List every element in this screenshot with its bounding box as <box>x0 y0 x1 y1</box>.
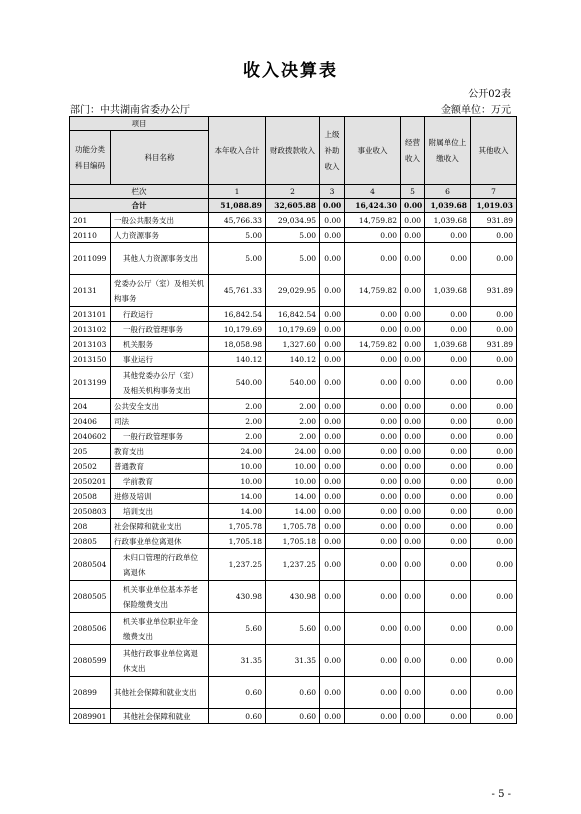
amount-cell: 2.00 <box>209 399 266 414</box>
amount-cell: 0.00 <box>401 307 425 322</box>
table-row <box>70 414 517 429</box>
total-value: 32,605.88 <box>266 199 320 213</box>
amount-cell: 10.00 <box>209 459 266 474</box>
subject-code: 20110 <box>70 228 111 243</box>
subject-name: 事业运行 <box>111 352 209 367</box>
amount-cell: 0.00 <box>471 322 517 337</box>
amount-cell: 0.00 <box>401 322 425 337</box>
amount-cell: 0.00 <box>425 228 471 243</box>
subject-code: 2013150 <box>70 352 111 367</box>
subject-name: 社会保障和就业支出 <box>111 519 209 534</box>
amount-cell: 0.00 <box>425 581 471 613</box>
amount-cell: 1,237.25 <box>209 549 266 581</box>
subject-code: 2089901 <box>70 709 111 724</box>
amount-cell: 0.00 <box>401 613 425 645</box>
amount-cell: 31.35 <box>266 645 320 677</box>
amount-cell: 5.00 <box>266 228 320 243</box>
total-value: 1,019.03 <box>471 199 517 213</box>
amount-cell: 0.00 <box>471 414 517 429</box>
amount-cell: 0.00 <box>320 228 345 243</box>
amount-cell: 1,705.78 <box>266 519 320 534</box>
department-label: 部门：中共湖南省委办公厅 <box>70 105 190 116</box>
table-row <box>70 677 517 709</box>
amount-cell: 0.60 <box>266 709 320 724</box>
amount-cell: 0.00 <box>345 613 401 645</box>
subject-code: 205 <box>70 444 111 459</box>
amount-cell: 0.00 <box>401 367 425 399</box>
total-value: 0.00 <box>401 199 425 213</box>
amount-cell: 0.00 <box>425 243 471 275</box>
amount-cell: 140.12 <box>266 352 320 367</box>
amount-cell: 0.00 <box>471 534 517 549</box>
amount-cell: 0.00 <box>401 429 425 444</box>
column-number: 7 <box>471 185 517 199</box>
amount-cell: 14,759.82 <box>345 337 401 352</box>
amount-cell: 14,759.82 <box>345 213 401 228</box>
amount-cell: 0.00 <box>425 709 471 724</box>
subject-code: 2080506 <box>70 613 111 645</box>
amount-cell: 16,842.54 <box>266 307 320 322</box>
table-header <box>70 117 517 185</box>
amount-cell: 0.00 <box>320 429 345 444</box>
amount-cell: 0.00 <box>320 337 345 352</box>
subject-name: 机关事业单位职业年金缴费支出 <box>111 613 209 645</box>
table-row <box>70 504 517 519</box>
amount-cell: 0.00 <box>401 399 425 414</box>
amount-cell: 0.00 <box>471 677 517 709</box>
amount-cell: 1,039.68 <box>425 213 471 228</box>
amount-cell: 0.00 <box>401 581 425 613</box>
table-row <box>70 243 517 275</box>
amount-cell: 0.00 <box>401 352 425 367</box>
subject-name: 机关事业单位基本养老保险缴费支出 <box>111 581 209 613</box>
amount-cell: 0.00 <box>320 213 345 228</box>
header-subject-name: 科目名称 <box>111 131 209 185</box>
subject-name: 其他人力资源事务支出 <box>111 243 209 275</box>
amount-cell: 0.00 <box>425 645 471 677</box>
amount-cell: 18,058.98 <box>209 337 266 352</box>
amount-cell: 0.00 <box>345 307 401 322</box>
amount-cell: 1,705.18 <box>266 534 320 549</box>
amount-cell: 29,029.95 <box>266 275 320 307</box>
table-row <box>70 337 517 352</box>
amount-cell: 0.00 <box>471 504 517 519</box>
amount-cell: 0.00 <box>425 429 471 444</box>
amount-cell: 0.00 <box>471 474 517 489</box>
table-row <box>70 322 517 337</box>
amount-cell: 0.00 <box>320 367 345 399</box>
amount-cell: 0.00 <box>425 534 471 549</box>
amount-cell: 5.60 <box>209 613 266 645</box>
amount-cell: 0.00 <box>345 581 401 613</box>
table-row <box>70 549 517 581</box>
amount-cell: 0.00 <box>345 549 401 581</box>
amount-cell: 45,761.33 <box>209 275 266 307</box>
subject-code: 2013103 <box>70 337 111 352</box>
amount-cell: 1,705.18 <box>209 534 266 549</box>
subject-name: 普通教育 <box>111 459 209 474</box>
column-number-row <box>70 185 517 199</box>
subject-name: 进修及培训 <box>111 489 209 504</box>
amount-cell: 0.00 <box>345 519 401 534</box>
header-func-code: 功能分类科目编码 <box>70 131 111 185</box>
amount-cell: 0.00 <box>345 504 401 519</box>
amount-cell: 0.00 <box>401 549 425 581</box>
table-row <box>70 444 517 459</box>
column-number: 6 <box>425 185 471 199</box>
amount-cell: 5.00 <box>209 228 266 243</box>
table-row <box>70 228 517 243</box>
amount-cell: 0.00 <box>401 519 425 534</box>
subject-name: 其他行政事业单位离退休支出 <box>111 645 209 677</box>
amount-cell: 0.60 <box>266 677 320 709</box>
amount-cell: 0.00 <box>425 677 471 709</box>
table-row <box>70 367 517 399</box>
amount-cell: 0.00 <box>320 549 345 581</box>
amount-cell: 0.00 <box>471 352 517 367</box>
amount-cell: 0.00 <box>471 444 517 459</box>
subject-code: 20805 <box>70 534 111 549</box>
subject-code: 2050803 <box>70 504 111 519</box>
amount-cell: 0.00 <box>425 414 471 429</box>
subject-code: 2080504 <box>70 549 111 581</box>
amount-cell: 0.00 <box>320 489 345 504</box>
table-body <box>70 185 517 724</box>
amount-cell: 0.00 <box>471 243 517 275</box>
amount-cell: 2.00 <box>266 414 320 429</box>
amount-cell: 0.00 <box>401 275 425 307</box>
table-row <box>70 429 517 444</box>
subject-name: 公共安全支出 <box>111 399 209 414</box>
amount-cell: 430.98 <box>266 581 320 613</box>
amount-cell: 0.00 <box>425 459 471 474</box>
amount-cell: 0.00 <box>401 459 425 474</box>
table-row <box>70 613 517 645</box>
amount-cell: 0.00 <box>345 474 401 489</box>
amount-cell: 2.00 <box>209 429 266 444</box>
amount-cell: 24.00 <box>266 444 320 459</box>
amount-cell: 0.00 <box>320 474 345 489</box>
amount-cell: 0.00 <box>471 709 517 724</box>
amount-cell: 5.00 <box>266 243 320 275</box>
amount-cell: 10,179.69 <box>266 322 320 337</box>
subject-code: 20508 <box>70 489 111 504</box>
subject-name: 学前教育 <box>111 474 209 489</box>
table-row <box>70 534 517 549</box>
table-row <box>70 307 517 322</box>
amount-cell: 0.00 <box>471 459 517 474</box>
column-number: 3 <box>320 185 345 199</box>
subject-code: 2013101 <box>70 307 111 322</box>
subject-code: 20502 <box>70 459 111 474</box>
amount-cell: 0.00 <box>401 709 425 724</box>
amount-cell: 0.00 <box>471 307 517 322</box>
amount-cell: 0.00 <box>345 228 401 243</box>
amount-cell: 1,237.25 <box>266 549 320 581</box>
amount-cell: 1,039.68 <box>425 337 471 352</box>
amount-cell: 14.00 <box>209 489 266 504</box>
amount-cell: 0.00 <box>425 519 471 534</box>
amount-cell: 0.00 <box>425 489 471 504</box>
amount-cell: 0.00 <box>471 645 517 677</box>
amount-cell: 0.00 <box>320 399 345 414</box>
subject-name: 行政事业单位离退休 <box>111 534 209 549</box>
header-total: 本年收入合计 <box>209 117 266 185</box>
subject-code: 201 <box>70 213 111 228</box>
table-row <box>70 489 517 504</box>
table-row <box>70 213 517 228</box>
column-number-label: 栏次 <box>70 185 209 199</box>
amount-cell: 0.00 <box>401 337 425 352</box>
header-operating: 经营收入 <box>401 117 425 185</box>
subject-name: 培训支出 <box>111 504 209 519</box>
subject-name: 未归口管理的行政单位离退休 <box>111 549 209 581</box>
amount-cell: 1,039.68 <box>425 275 471 307</box>
amount-cell: 0.00 <box>320 307 345 322</box>
subject-name: 党委办公厅（室）及相关机构事务 <box>111 275 209 307</box>
amount-cell: 0.00 <box>320 581 345 613</box>
amount-cell: 0.00 <box>471 399 517 414</box>
amount-cell: 31.35 <box>209 645 266 677</box>
subject-name: 其他党委办公厅（室）及相关机构事务支出 <box>111 367 209 399</box>
amount-cell: 0.00 <box>425 504 471 519</box>
amount-cell: 10.00 <box>209 474 266 489</box>
amount-cell: 0.00 <box>401 444 425 459</box>
amount-cell: 0.00 <box>425 613 471 645</box>
amount-cell: 0.00 <box>425 322 471 337</box>
total-value: 16,424.30 <box>345 199 401 213</box>
subject-code: 2080505 <box>70 581 111 613</box>
column-number: 4 <box>345 185 401 199</box>
amount-cell: 0.00 <box>345 367 401 399</box>
amount-cell: 0.00 <box>401 504 425 519</box>
total-label: 合计 <box>70 199 209 213</box>
amount-cell: 0.00 <box>320 645 345 677</box>
amount-cell: 0.00 <box>425 474 471 489</box>
table-row <box>70 352 517 367</box>
page-number: - 5 - <box>491 789 511 800</box>
subject-name: 一般行政管理事务 <box>111 322 209 337</box>
header-affiliated: 附属单位上缴收入 <box>425 117 471 185</box>
amount-cell: 0.00 <box>320 504 345 519</box>
amount-cell: 0.00 <box>401 243 425 275</box>
amount-cell: 0.00 <box>345 709 401 724</box>
amount-cell: 0.00 <box>320 444 345 459</box>
table-row <box>70 459 517 474</box>
subject-name: 人力资源事务 <box>111 228 209 243</box>
amount-cell: 5.00 <box>209 243 266 275</box>
amount-cell: 0.60 <box>209 677 266 709</box>
amount-cell: 0.00 <box>401 489 425 504</box>
amount-cell: 0.00 <box>345 645 401 677</box>
amount-cell: 931.89 <box>471 275 517 307</box>
subject-name: 一般公共服务支出 <box>111 213 209 228</box>
amount-cell: 2.00 <box>266 429 320 444</box>
subject-code: 20899 <box>70 677 111 709</box>
amount-cell: 0.00 <box>425 444 471 459</box>
unit-label: 金额单位：万元 <box>441 105 511 116</box>
amount-cell: 430.98 <box>209 581 266 613</box>
subject-code: 2011099 <box>70 243 111 275</box>
subject-code: 208 <box>70 519 111 534</box>
amount-cell: 0.00 <box>320 709 345 724</box>
amount-cell: 540.00 <box>209 367 266 399</box>
amount-cell: 0.00 <box>320 459 345 474</box>
amount-cell: 0.00 <box>425 367 471 399</box>
amount-cell: 0.00 <box>471 519 517 534</box>
form-code: 公开02表 <box>468 89 511 100</box>
amount-cell: 0.00 <box>345 459 401 474</box>
subject-code: 20406 <box>70 414 111 429</box>
amount-cell: 0.00 <box>425 307 471 322</box>
amount-cell: 0.00 <box>401 645 425 677</box>
header-other: 其他收入 <box>471 117 517 185</box>
amount-cell: 1,705.78 <box>209 519 266 534</box>
amount-cell: 931.89 <box>471 213 517 228</box>
table-row <box>70 581 517 613</box>
amount-cell: 0.00 <box>345 243 401 275</box>
amount-cell: 0.00 <box>345 429 401 444</box>
amount-cell: 0.00 <box>401 414 425 429</box>
subject-name: 机关服务 <box>111 337 209 352</box>
amount-cell: 2.00 <box>209 414 266 429</box>
amount-cell: 0.00 <box>471 429 517 444</box>
table-row <box>70 645 517 677</box>
header-project: 项目 <box>70 117 209 131</box>
amount-cell: 0.00 <box>425 549 471 581</box>
amount-cell: 0.00 <box>345 399 401 414</box>
amount-cell: 0.00 <box>401 228 425 243</box>
total-value: 51,088.89 <box>209 199 266 213</box>
header-grant: 上级补助收入 <box>320 117 345 185</box>
subject-name: 司法 <box>111 414 209 429</box>
amount-cell: 14.00 <box>266 504 320 519</box>
amount-cell: 0.00 <box>471 613 517 645</box>
amount-cell: 0.00 <box>471 549 517 581</box>
amount-cell: 0.00 <box>345 322 401 337</box>
income-table <box>69 116 517 724</box>
amount-cell: 0.00 <box>471 489 517 504</box>
amount-cell: 1,327.60 <box>266 337 320 352</box>
total-row <box>70 199 517 213</box>
subject-code: 2080599 <box>70 645 111 677</box>
amount-cell: 0.00 <box>320 534 345 549</box>
amount-cell: 0.00 <box>471 228 517 243</box>
amount-cell: 14,759.82 <box>345 275 401 307</box>
amount-cell: 0.00 <box>401 534 425 549</box>
header-business: 事业收入 <box>345 117 401 185</box>
amount-cell: 14.00 <box>209 504 266 519</box>
amount-cell: 0.00 <box>320 352 345 367</box>
table-row <box>70 399 517 414</box>
amount-cell: 0.00 <box>320 414 345 429</box>
amount-cell: 0.00 <box>401 213 425 228</box>
subject-code: 2013199 <box>70 367 111 399</box>
amount-cell: 0.00 <box>320 243 345 275</box>
subject-name: 其他社会保障和就业支出 <box>111 677 209 709</box>
total-value: 1,039.68 <box>425 199 471 213</box>
table-row <box>70 275 517 307</box>
amount-cell: 0.00 <box>345 352 401 367</box>
amount-cell: 45,766.33 <box>209 213 266 228</box>
subject-name: 一般行政管理事务 <box>111 429 209 444</box>
subject-name: 其他社会保障和就业 <box>111 709 209 724</box>
amount-cell: 5.60 <box>266 613 320 645</box>
amount-cell: 540.00 <box>266 367 320 399</box>
total-value: 0.00 <box>320 199 345 213</box>
amount-cell: 0.00 <box>320 519 345 534</box>
amount-cell: 29,034.95 <box>266 213 320 228</box>
table-row <box>70 474 517 489</box>
amount-cell: 0.00 <box>345 534 401 549</box>
amount-cell: 10.00 <box>266 459 320 474</box>
amount-cell: 0.60 <box>209 709 266 724</box>
subject-code: 2050201 <box>70 474 111 489</box>
subject-code: 20131 <box>70 275 111 307</box>
amount-cell: 14.00 <box>266 489 320 504</box>
amount-cell: 931.89 <box>471 337 517 352</box>
header-fiscal: 财政拨款收入 <box>266 117 320 185</box>
amount-cell: 0.00 <box>345 489 401 504</box>
amount-cell: 0.00 <box>345 414 401 429</box>
subject-name: 教育支出 <box>111 444 209 459</box>
column-number: 5 <box>401 185 425 199</box>
amount-cell: 0.00 <box>320 613 345 645</box>
subject-code: 2040602 <box>70 429 111 444</box>
table-row <box>70 519 517 534</box>
amount-cell: 0.00 <box>345 677 401 709</box>
amount-cell: 0.00 <box>345 444 401 459</box>
amount-cell: 0.00 <box>401 474 425 489</box>
amount-cell: 0.00 <box>320 677 345 709</box>
amount-cell: 24.00 <box>209 444 266 459</box>
table-row <box>70 709 517 724</box>
column-number: 2 <box>266 185 320 199</box>
amount-cell: 140.12 <box>209 352 266 367</box>
subject-code: 204 <box>70 399 111 414</box>
amount-cell: 0.00 <box>425 399 471 414</box>
page-title: 收入决算表 <box>243 61 338 81</box>
amount-cell: 10,179.69 <box>209 322 266 337</box>
subject-code: 2013102 <box>70 322 111 337</box>
column-number: 1 <box>209 185 266 199</box>
amount-cell: 0.00 <box>425 352 471 367</box>
amount-cell: 0.00 <box>471 367 517 399</box>
amount-cell: 0.00 <box>401 677 425 709</box>
amount-cell: 10.00 <box>266 474 320 489</box>
subject-name: 行政运行 <box>111 307 209 322</box>
amount-cell: 0.00 <box>320 275 345 307</box>
amount-cell: 0.00 <box>471 581 517 613</box>
amount-cell: 16,842.54 <box>209 307 266 322</box>
amount-cell: 2.00 <box>266 399 320 414</box>
amount-cell: 0.00 <box>320 322 345 337</box>
